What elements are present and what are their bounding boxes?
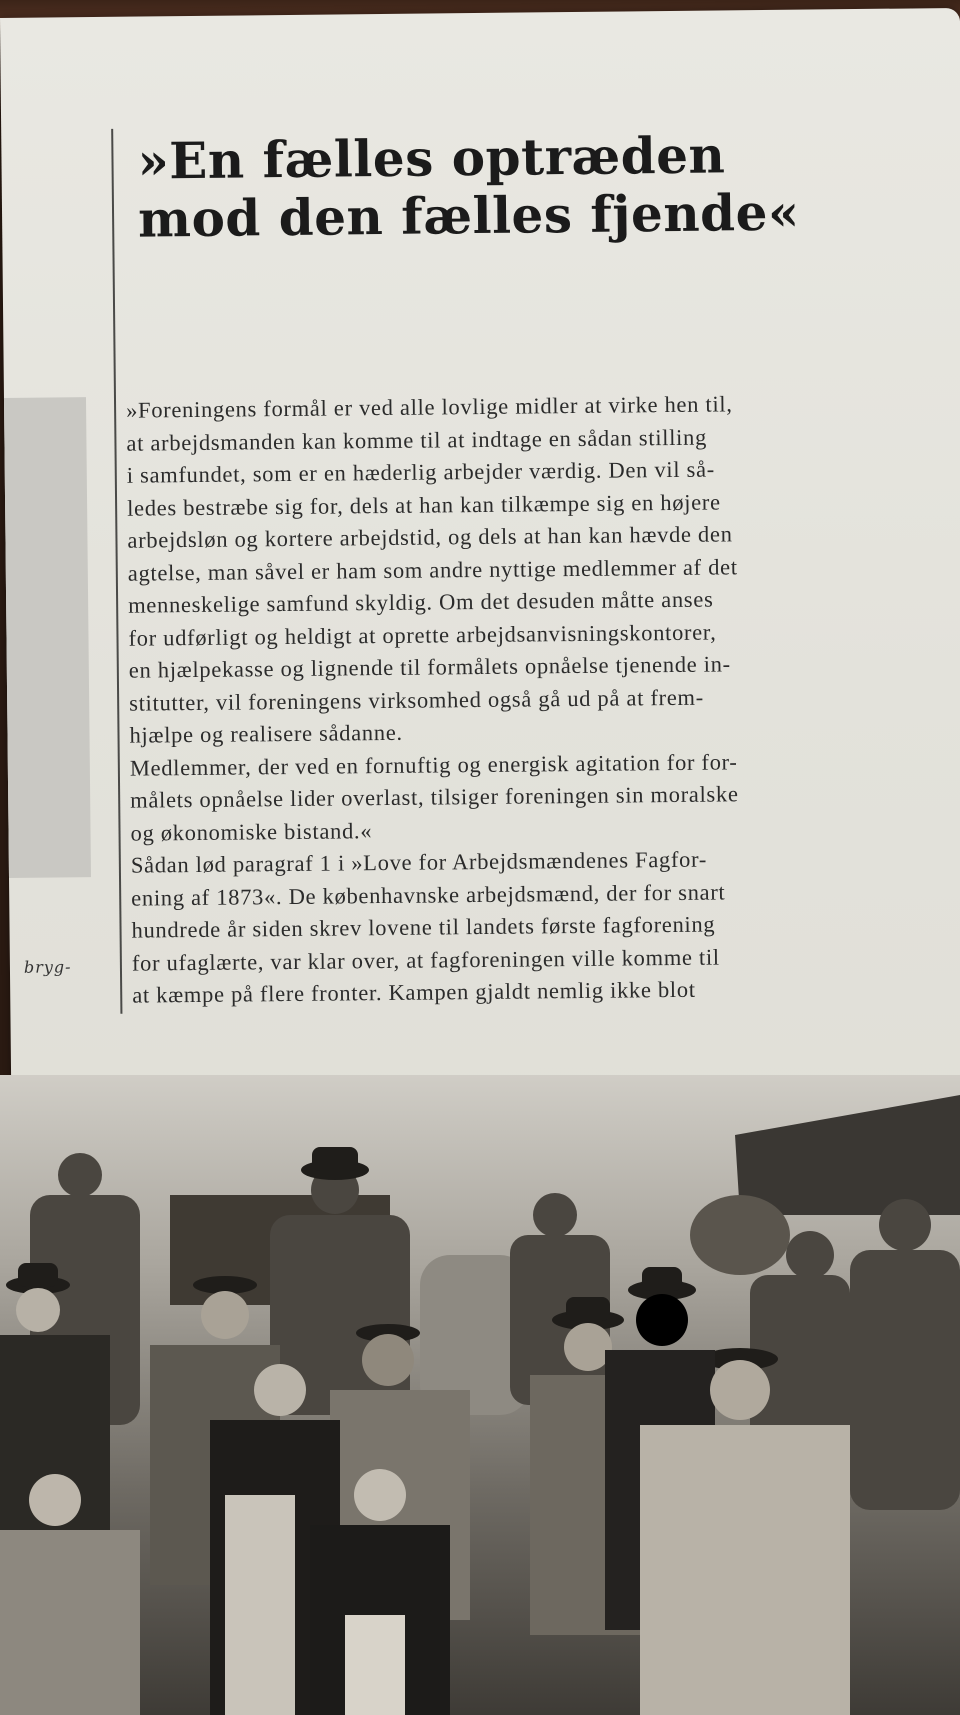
body-line: en hjælpekasse og lignende til formålets opnåelse tjenende in- [128, 651, 731, 683]
body-line: at arbejdsmanden kan komme til at indtage en sådan stilling [126, 424, 708, 456]
title-line: mod den fælles fjende« [137, 182, 800, 249]
body-line: menneskelige samfund skyldig. Om det desuden måtte anses [128, 586, 714, 618]
awning-shape [735, 1095, 960, 1215]
body-line: stitutter, vil foreningens virksomhed også gå ud på at frem- [129, 684, 704, 716]
margin-caption-fragment: bryg- [23, 957, 72, 977]
body-line: for ufaglærte, var klar over, at fagforeningen ville komme til [131, 944, 720, 976]
body-line: i samfundet, som er en hæderlig arbejder værdig. Den vil så- [126, 456, 716, 488]
body-line: at kæmpe på flere fronter. Kampen gjaldt nemlig ikke blot [132, 976, 696, 1008]
group-photograph [0, 1075, 960, 1715]
vertical-column-rule [111, 129, 122, 1014]
body-line: hundrede år siden skrev lovene til landets første fagforening [131, 911, 716, 943]
body-line: agtelse, man såvel er ham som andre nyttige medlemmer af det [127, 553, 738, 586]
body-line: ledes bestræbe sig for, dels at han kan tilkæmpe sig en højere [127, 488, 721, 521]
body-line: målets opnåelse lider overlast, tilsiger foreningen sin moralske [130, 781, 739, 813]
body-line: ening af 1873«. De københavnske arbejdsmænd, der for snart [131, 878, 726, 911]
photo-illustration [0, 1075, 960, 1715]
body-line: Sådan lød paragraf 1 i »Love for Arbejdsmændenes Fagfor- [130, 846, 708, 878]
body-line: »Foreningens formål er ved alle lovlige midler at virke hen til, [125, 391, 733, 423]
body-line: Medlemmer, der ved en fornuftig og energisk agitation for for- [129, 748, 738, 781]
body-line: og økonomiske bistand.« [130, 817, 373, 846]
adjacent-image-edge [4, 397, 91, 878]
barrel-end-shape [690, 1195, 790, 1275]
article-title [137, 125, 898, 249]
body-line: arbejdsløn og kortere arbejdstid, og dels at han kan hævde den [127, 521, 733, 553]
article-body [126, 386, 952, 1012]
title-line: »En fælles optræden [137, 125, 726, 191]
body-line: for udførligt og heldigt at oprette arbejdsanvisningskontorer, [128, 619, 717, 651]
body-line: hjælpe og realisere sådanne. [129, 719, 403, 748]
